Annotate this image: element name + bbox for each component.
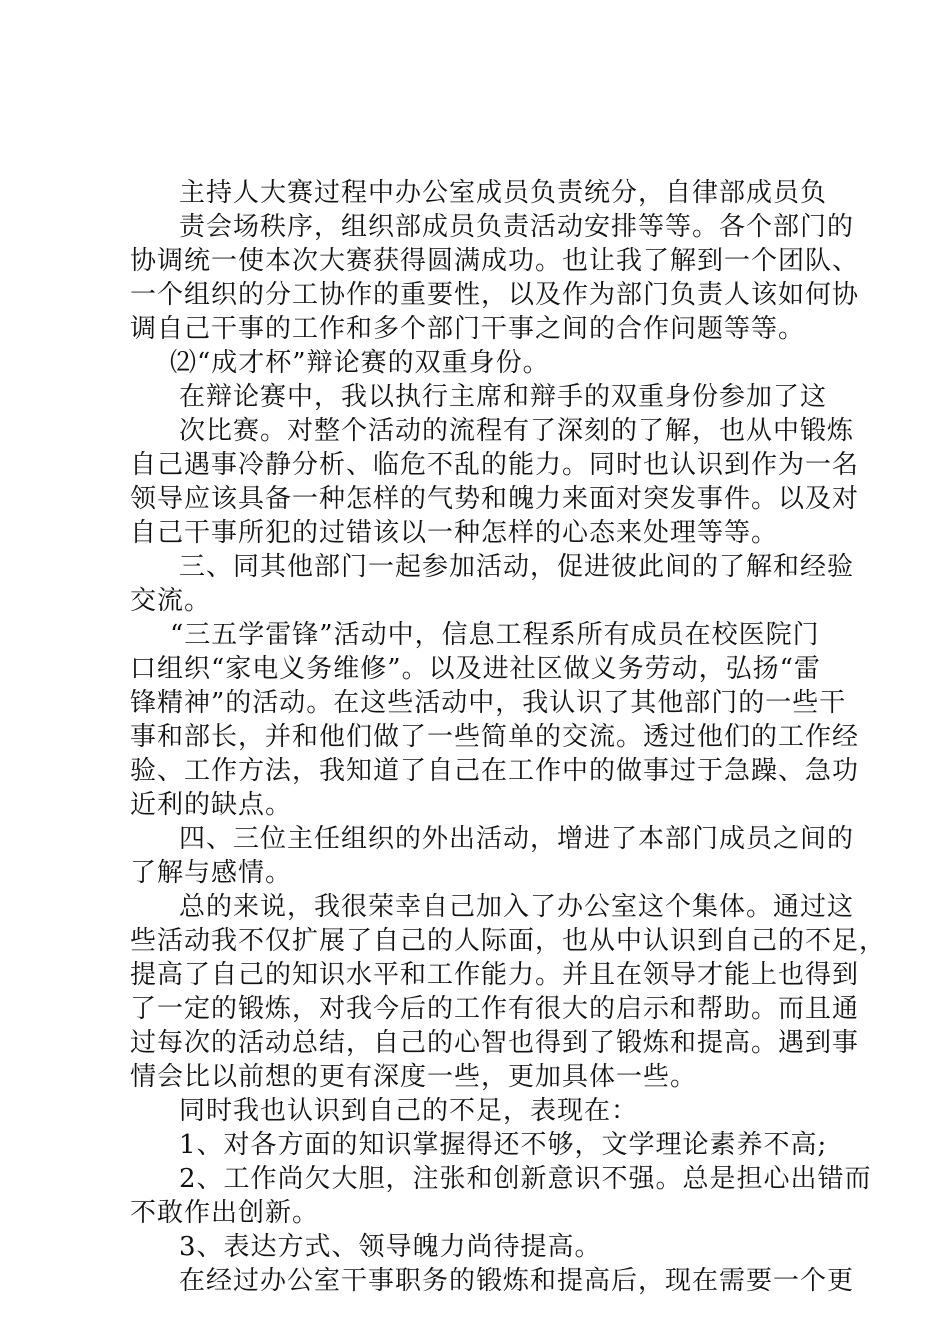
text-line: 了一定的锻炼，对我今后的工作有很大的启示和帮助。而且通 bbox=[130, 994, 860, 1024]
text-line: 一个组织的分工协作的重要性，以及作为部门负责人该如何协 bbox=[130, 280, 860, 310]
text-line: 同时我也认识到自己的不足，表现在： bbox=[179, 1096, 639, 1126]
text-line: 近利的缺点。 bbox=[130, 790, 293, 820]
text-line: 在经过办公室干事职务的锻炼和提高后，现在需要一个更 bbox=[179, 1266, 855, 1296]
text-line: 自己遇事冷静分析、临危不乱的能力。同时也认识到作为一名 bbox=[130, 450, 860, 480]
text-line: 些活动我不仅扩展了自己的人际面，也从中认识到自己的不足， bbox=[130, 926, 887, 956]
text-line: 责会场秩序，组织部成员负责活动安排等等。各个部门的 bbox=[179, 212, 855, 242]
text-line: 1、对各方面的知识掌握得还不够，文学理论素养不高; bbox=[179, 1130, 828, 1160]
text-line: 领导应该具备一种怎样的气势和魄力来面对突发事件。以及对 bbox=[130, 484, 860, 514]
text-line: 事和部长，并和他们做了一些简单的交流。透过他们的工作经 bbox=[130, 722, 860, 752]
text-line: 过每次的活动总结，自己的心智也得到了锻炼和提高。遇到事 bbox=[130, 1028, 860, 1058]
text-line: “三五学雷锋”活动中，信息工程系所有成员在校医院门 bbox=[170, 620, 820, 650]
text-line: 交流。 bbox=[130, 586, 212, 616]
text-line: 了解与感情。 bbox=[130, 858, 293, 888]
text-line: 总的来说，我很荣幸自己加入了办公室这个集体。通过这 bbox=[179, 892, 855, 922]
text-line: 验、工作方法，我知道了自己在工作中的做事过于急躁、急功 bbox=[130, 756, 860, 786]
text-line: 口组织“家电义务维修”。以及进社区做义务劳动，弘扬“雷 bbox=[130, 654, 821, 684]
text-line: 不敢作出创新。 bbox=[130, 1198, 320, 1228]
text-line: 调自己干事的工作和多个部门干事之间的合作问题等等。 bbox=[130, 314, 806, 344]
text-line: 2、工作尚欠大胆，注张和创新意识不强。总是担心出错而 bbox=[179, 1164, 872, 1194]
text-line: 次比赛。对整个活动的流程有了深刻的了解，也从中锻炼 bbox=[179, 416, 855, 446]
text-line: 三、同其他部门一起参加活动，促进彼此间的了解和经验 bbox=[179, 552, 855, 582]
text-line: 四、三位主任组织的外出活动，增进了本部门成员之间的 bbox=[179, 824, 855, 854]
text-line: 情会比以前想的更有深度一些，更加具体一些。 bbox=[130, 1062, 698, 1092]
text-line: ⑵“成才杯”辩论赛的双重身份。 bbox=[170, 348, 550, 378]
text-line: 锋精神”的活动。在这些活动中，我认识了其他部门的一些干 bbox=[130, 688, 847, 718]
text-line: 主持人大赛过程中办公室成员负责统分，自律部成员负 bbox=[179, 178, 828, 208]
text-line: 协调统一使本次大赛获得圆满成功。也让我了解到一个团队、 bbox=[130, 246, 860, 276]
text-line: 在辩论赛中，我以执行主席和辩手的双重身份参加了这 bbox=[179, 382, 828, 412]
text-line: 提高了自己的知识水平和工作能力。并且在领导才能上也得到 bbox=[130, 960, 860, 990]
text-line: 自己干事所犯的过错该以一种怎样的心态来处理等等。 bbox=[130, 518, 779, 548]
text-line: 3、表达方式、领导魄力尚待提高。 bbox=[179, 1232, 602, 1262]
